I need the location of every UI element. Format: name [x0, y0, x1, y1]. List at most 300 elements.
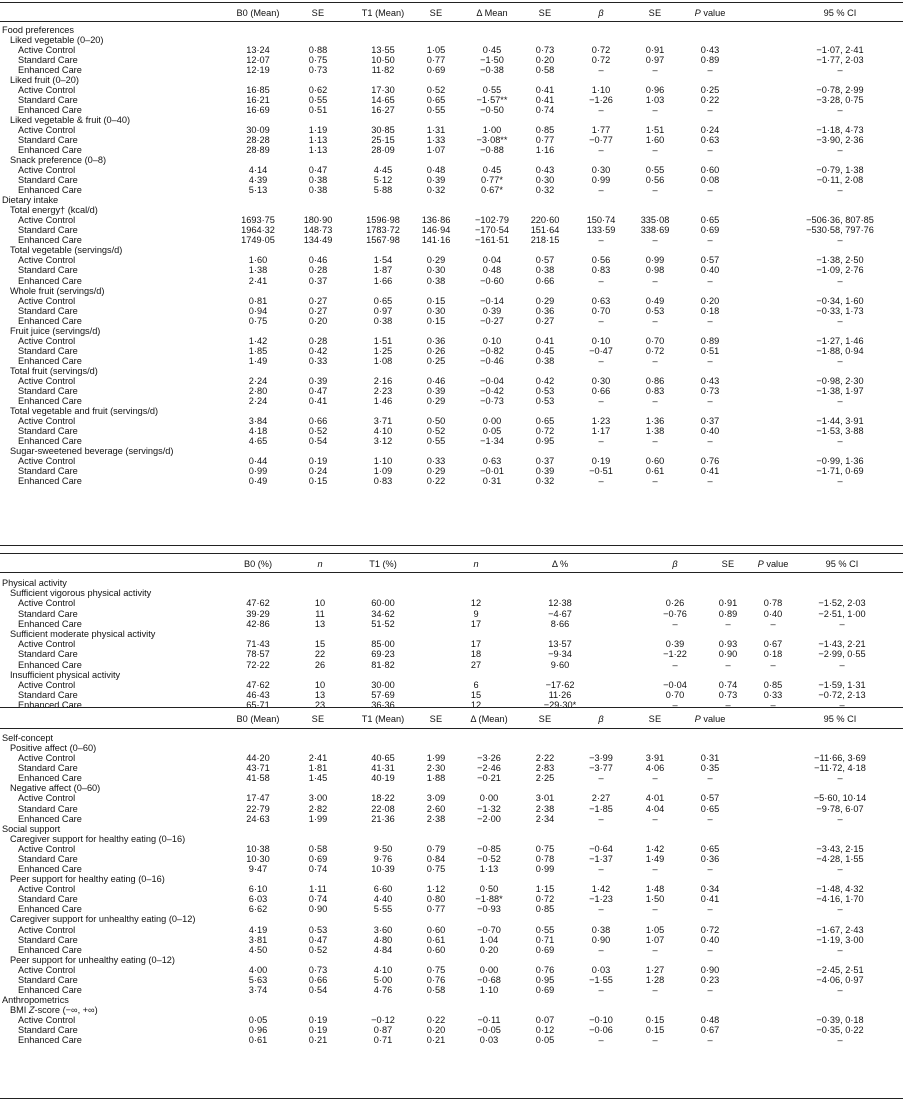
table-cell: −0·51	[589, 465, 613, 476]
table-cell: –	[839, 700, 845, 711]
table-cell: 0·56	[591, 255, 611, 266]
row-label: Active Control	[18, 843, 76, 854]
table-cell: 12·19	[246, 65, 270, 76]
table-cell: 0·00	[479, 964, 499, 975]
row-label: Self-concept	[2, 733, 54, 743]
row-label: Standard Care	[18, 225, 78, 236]
table-cell: 0·42	[535, 375, 555, 386]
table-cell: 0·65	[700, 843, 720, 854]
table-cell: −1·23	[589, 894, 613, 905]
row-label: Total vegetable (servings/d)	[10, 245, 123, 256]
table-cell: 0·39	[535, 465, 555, 476]
row-label: Enhanced Care	[18, 185, 82, 196]
table-cell: 1·85	[248, 345, 268, 356]
row-label: Caregiver support for healthy eating (0–16)	[10, 833, 186, 844]
table-cell: 0·22	[700, 95, 720, 106]
group-row	[0, 733, 903, 743]
table-cell: −0·06	[589, 1025, 613, 1036]
column-header: SE	[429, 8, 443, 18]
table-cell: 0·57	[700, 255, 720, 266]
table-cell: 180·90	[303, 215, 333, 226]
table-cell: 0·74	[308, 894, 328, 905]
table-cell: −4·06, 0·97	[816, 974, 864, 985]
table-cell: –	[837, 65, 843, 76]
table-cell: 44·20	[246, 753, 270, 764]
table-cell: 0·83	[591, 265, 611, 276]
table-cell: 0·89	[718, 608, 738, 619]
table-cell: −1·57**	[476, 95, 508, 106]
table-cell: –	[707, 773, 713, 784]
table-cell: 0·20	[308, 315, 328, 326]
column-header: n	[317, 559, 323, 569]
table-cell: 0·60	[426, 924, 446, 935]
table-cell: −2·51, 1·00	[818, 608, 866, 619]
table-cell: 39·29	[246, 608, 270, 619]
table-cell: 1596·98	[366, 215, 400, 226]
table-cell: 0·69	[700, 225, 720, 236]
table-cell: 1·49	[248, 355, 268, 366]
table-cell: 1·15	[535, 884, 555, 895]
table-cell: 0·73	[700, 385, 720, 396]
section1-bottom-rule	[0, 545, 903, 546]
table-cell: 1·17	[591, 425, 611, 436]
column-header: SE	[538, 8, 552, 18]
table-cell: –	[837, 864, 843, 875]
row-label: Enhanced Care	[18, 275, 82, 286]
table-cell: 40·19	[371, 773, 395, 784]
row-label: Enhanced Care	[18, 355, 82, 366]
table-cell: −0·93	[477, 904, 501, 915]
table-cell: 0·27	[308, 295, 328, 306]
table-row	[0, 864, 903, 874]
table-cell: 0·32	[426, 185, 446, 196]
table-cell: 0·65	[535, 415, 555, 426]
table-cell: −9·34	[548, 649, 572, 660]
table-cell: –	[707, 1035, 713, 1046]
table-cell: –	[770, 618, 776, 629]
table-cell: 1·77	[591, 125, 611, 136]
table-cell: 0·78	[535, 853, 555, 864]
column-header: P value	[694, 8, 726, 18]
subgroup-row	[0, 205, 903, 215]
table-cell: 0·61	[248, 1035, 268, 1046]
table-cell: 0·72	[591, 55, 611, 66]
table-cell: 57·69	[371, 690, 395, 701]
table-cell: –	[707, 315, 713, 326]
table-row	[0, 396, 903, 406]
table-cell: 1·45	[308, 773, 328, 784]
table-cell: −0·33, 1·73	[816, 305, 864, 316]
table-cell: 0·38	[591, 924, 611, 935]
row-label: Standard Care	[18, 608, 78, 619]
table-cell: 0·53	[645, 305, 665, 316]
table-cell: –	[598, 105, 604, 116]
row-label: Standard Care	[18, 1025, 78, 1036]
table-cell: 3·81	[248, 934, 268, 945]
table-cell: –	[652, 944, 658, 955]
table-row	[0, 175, 903, 185]
table-row	[0, 426, 903, 436]
table-cell: 23	[314, 700, 326, 711]
table-cell: 28·89	[246, 145, 270, 156]
table-cell: 0·46	[426, 375, 446, 386]
table-cell: −0·76	[663, 608, 687, 619]
table-cell: 0·76	[700, 455, 720, 466]
table-cell: 4·01	[645, 793, 665, 804]
table-cell: 15	[470, 690, 482, 701]
table-cell: 0·97	[645, 55, 665, 66]
table-cell: –	[837, 105, 843, 116]
row-label: Enhanced Care	[18, 944, 82, 955]
table-cell: 0·69	[535, 944, 555, 955]
table-cell: 0·53	[535, 395, 555, 406]
table-cell: 0·90	[718, 649, 738, 660]
table-row	[0, 945, 903, 955]
row-label: Caregiver support for unhealthy eating (0–12)	[10, 914, 196, 925]
table-cell: –	[598, 315, 604, 326]
row-label: Active Control	[18, 125, 76, 136]
table-cell: 46·43	[246, 690, 270, 701]
table-cell: −1·48, 4·32	[816, 884, 864, 895]
table-cell: 0·57	[700, 793, 720, 804]
table-cell: 0·30	[591, 165, 611, 176]
table-cell: 0·91	[645, 45, 665, 56]
table-cell: 1783·72	[366, 225, 400, 236]
table-cell: 1·10	[373, 455, 393, 466]
table-cell: −0·70	[477, 924, 501, 935]
table-cell: –	[839, 618, 845, 629]
table-cell: −102·79	[475, 215, 509, 226]
subgroup-row	[0, 366, 903, 376]
table-cell: −1·50	[480, 55, 504, 66]
table-cell: 0·15	[645, 1015, 665, 1026]
row-label: Active Control	[18, 680, 76, 690]
table-cell: −0·21	[477, 773, 501, 784]
table-cell: −0·88	[480, 145, 504, 156]
table-cell: –	[725, 618, 731, 629]
table-cell: –	[652, 315, 658, 326]
table-cell: 0·88	[308, 45, 328, 56]
table-cell: 21·36	[371, 813, 395, 824]
table-cell: 0·99	[591, 175, 611, 186]
table-cell: −1·26	[589, 95, 613, 106]
table-cell: 0·47	[308, 385, 328, 396]
table-cell: –	[598, 773, 604, 784]
table-cell: 0·24	[308, 465, 328, 476]
table-cell: 0·52	[426, 425, 446, 436]
row-label: Standard Care	[18, 305, 78, 316]
table-cell: 0·53	[308, 924, 328, 935]
table-cell: 0·75	[535, 843, 555, 854]
table-cell: 3·71	[373, 415, 393, 426]
table-cell: −0·60	[480, 275, 504, 286]
column-header: SE	[311, 8, 325, 18]
table-cell: 0·38	[535, 265, 555, 276]
table-cell: 0·25	[700, 85, 720, 96]
column-header: B0 (Mean)	[236, 8, 280, 18]
table-cell: 0·47	[308, 165, 328, 176]
table-cell: 13·55	[371, 45, 395, 56]
table-cell: 0·65	[700, 215, 720, 226]
row-label: Liked vegetable & fruit (0–40)	[10, 115, 131, 126]
table-cell: −1·19, 3·00	[816, 934, 864, 945]
table-cell: –	[598, 1035, 604, 1046]
table-cell: 0·52	[308, 425, 328, 436]
table-cell: −2·46	[477, 763, 501, 774]
table-cell: 0·63	[700, 135, 720, 146]
table-cell: 2·80	[248, 385, 268, 396]
table-cell: 0·85	[763, 680, 783, 690]
table-cell: −0·50	[480, 105, 504, 116]
table-cell: 0·66	[535, 275, 555, 286]
table-cell: −4·16, 1·70	[816, 894, 864, 905]
table-cell: 0·61	[426, 934, 446, 945]
table-cell: 4·40	[373, 894, 393, 905]
table-cell: 0·60	[426, 944, 446, 955]
table-cell: 0·03	[479, 1035, 499, 1046]
table-cell: 9·60	[550, 659, 570, 670]
table-cell: 1·07	[426, 145, 446, 156]
table-cell: 0·30	[426, 305, 446, 316]
table-cell: 0·43	[700, 375, 720, 386]
table-cell: 0·51	[308, 105, 328, 116]
table-cell: 51·52	[371, 618, 395, 629]
table-cell: −17·62	[545, 680, 575, 690]
table-cell: −1·07, 2·41	[816, 45, 864, 56]
table-cell: −4·67	[548, 608, 572, 619]
table-cell: 17	[470, 639, 482, 650]
table-cell: 85·00	[371, 639, 395, 650]
table-cell: 0·19	[308, 455, 328, 466]
table-row	[0, 1035, 903, 1045]
table-cell: 5·55	[373, 904, 393, 915]
table-cell: 220·60	[530, 215, 560, 226]
row-label: Standard Care	[18, 425, 78, 436]
table-row	[0, 105, 903, 115]
table-cell: 0·77	[426, 55, 446, 66]
table-cell: 1·36	[645, 415, 665, 426]
table-cell: 0·20	[535, 55, 555, 66]
table-cell: 0·74	[718, 680, 738, 690]
row-label: Sugar-sweetened beverage (servings/d)	[10, 445, 174, 456]
column-header: n	[473, 559, 479, 569]
row-label: Active Control	[18, 45, 76, 56]
table-cell: 71·43	[246, 639, 270, 650]
table-row	[0, 185, 903, 195]
table-cell: 0·27	[308, 305, 328, 316]
subgroup-row	[0, 955, 903, 965]
table-cell: 1·25	[373, 345, 393, 356]
table-cell: –	[652, 275, 658, 286]
table-cell: 0·36	[700, 853, 720, 864]
table-cell: –	[770, 659, 776, 670]
table-cell: 1·13	[308, 135, 328, 146]
column-header: 95 % CI	[823, 714, 857, 724]
table-cell: 16·21	[246, 95, 270, 106]
table-cell: 0·71	[373, 1035, 393, 1046]
table-cell: –	[652, 773, 658, 784]
table-cell: 2·16	[373, 375, 393, 386]
row-label: Standard Care	[18, 763, 78, 774]
table-cell: 0·40	[700, 934, 720, 945]
table-cell: –	[837, 395, 843, 406]
table-row	[0, 95, 903, 105]
row-label: Insufficient physical activity	[10, 669, 121, 680]
table-cell: 0·49	[645, 295, 665, 306]
table-cell: 3·60	[373, 924, 393, 935]
table-cell: –	[837, 275, 843, 286]
table-cell: 2·25	[535, 773, 555, 784]
table-cell: −3·77	[589, 763, 613, 774]
section2-header-rule	[0, 572, 903, 573]
table-cell: −0·85	[477, 843, 501, 854]
table-cell: –	[837, 355, 843, 366]
table-cell: 1·42	[645, 843, 665, 854]
column-header: T1 (%)	[369, 559, 397, 569]
table-cell: 4·76	[373, 985, 393, 995]
table-row	[0, 65, 903, 75]
table-cell: 4·18	[248, 425, 268, 436]
table-cell: 16·27	[371, 105, 395, 116]
table-cell: 136·86	[421, 215, 451, 226]
table-cell: 0·38	[535, 355, 555, 366]
table-row	[0, 1015, 903, 1025]
table-cell: 26	[314, 659, 326, 670]
row-label: Active Control	[18, 255, 76, 266]
table-cell: −0·34, 1·60	[816, 295, 864, 306]
table-cell: 0·63	[591, 295, 611, 306]
table-cell: –	[598, 435, 604, 446]
table-cell: 0·31	[482, 475, 502, 486]
table-cell: 0·46	[308, 255, 328, 266]
table-cell: 0·30	[535, 175, 555, 186]
table-cell: 0·90	[308, 904, 328, 915]
row-label: Active Control	[18, 455, 76, 466]
table-cell: 2·34	[535, 813, 555, 824]
table-cell: –	[707, 275, 713, 286]
row-label: Whole fruit (servings/d)	[10, 285, 105, 296]
table-cell: 0·38	[308, 185, 328, 196]
table-cell: −0·39, 0·18	[816, 1015, 864, 1026]
table-cell: –	[652, 864, 658, 875]
table-cell: 1·60	[645, 135, 665, 146]
table-row	[0, 884, 903, 894]
table-cell: 34·62	[371, 608, 395, 619]
table-cell: −1·52, 2·03	[818, 598, 866, 609]
table-cell: 0·90	[591, 934, 611, 945]
table-cell: 1·11	[309, 884, 327, 895]
table-cell: 0·48	[482, 265, 502, 276]
section3-header-rule	[0, 728, 903, 729]
table-cell: –	[725, 659, 731, 670]
table-cell: 0·29	[426, 465, 446, 476]
table-row	[0, 1025, 903, 1035]
table-cell: 0·29	[426, 255, 446, 266]
table-cell: –	[672, 618, 678, 629]
table-cell: 0·27	[535, 315, 555, 326]
subgroup-row	[0, 115, 903, 125]
table-cell: 0·55	[426, 435, 446, 446]
table-row	[0, 773, 903, 783]
table-cell: –	[707, 395, 713, 406]
table-cell: 1·12	[426, 884, 446, 895]
table-cell: 0·39	[482, 305, 502, 316]
group-row	[0, 578, 903, 588]
subgroup-row	[0, 155, 903, 165]
row-label: Active Control	[18, 639, 76, 650]
table-cell: –	[707, 864, 713, 875]
table-cell: 1749·05	[241, 235, 275, 246]
table-cell: 18	[470, 649, 482, 660]
table-cell: 0·19	[308, 1025, 328, 1036]
table-cell: 2·41	[308, 753, 328, 764]
column-header: SE	[538, 714, 552, 724]
row-label: Active Control	[18, 415, 76, 426]
table-cell: −506·36, 807·85	[806, 215, 874, 226]
table-cell: 0·48	[700, 1015, 720, 1026]
table-cell: 65·71	[246, 700, 270, 711]
table-cell: –	[770, 700, 776, 711]
table-cell: 11·26	[548, 690, 572, 701]
table-cell: –	[652, 1035, 658, 1046]
table-cell: 4·04	[645, 803, 665, 814]
table-row	[0, 145, 903, 155]
table-cell: 0·65	[700, 803, 720, 814]
column-header: B0 (%)	[243, 559, 273, 569]
row-label: Standard Care	[18, 135, 78, 146]
table-cell: 0·95	[535, 974, 555, 985]
table-row	[0, 416, 903, 426]
table-cell: –	[652, 435, 658, 446]
table-cell: 0·84	[426, 853, 446, 864]
group-row	[0, 824, 903, 834]
table-cell: −0·79, 1·38	[816, 165, 864, 176]
table-cell: −0·47	[589, 345, 613, 356]
table-row	[0, 660, 903, 670]
table-cell: −1·67, 2·43	[816, 924, 864, 935]
table-cell: 0·34	[700, 884, 720, 895]
table-cell: −1·59, 1·31	[818, 680, 866, 690]
table-cell: 0·62	[308, 85, 328, 96]
table-cell: −0·98, 2·30	[816, 375, 864, 386]
table-cell: −0·73	[480, 395, 504, 406]
row-label: Negative affect (0–60)	[10, 783, 101, 794]
table-cell: 0·76	[535, 964, 555, 975]
row-label: Physical activity	[2, 578, 67, 588]
table-cell: 0·45	[535, 345, 555, 356]
table-cell: 11·82	[371, 65, 395, 76]
table-cell: 6·03	[248, 894, 268, 905]
row-label: Fruit juice (servings/d)	[10, 325, 101, 336]
table-cell: 0·53	[535, 385, 555, 396]
table-cell: –	[598, 864, 604, 875]
group-row	[0, 195, 903, 205]
row-label: Peer support for unhealthy eating (0–12)	[10, 954, 175, 965]
table-row	[0, 386, 903, 396]
table-cell: −29·30*	[543, 700, 577, 711]
table-row	[0, 456, 903, 466]
table-cell: −0·38	[480, 65, 504, 76]
table-row	[0, 476, 903, 486]
subgroup-row	[0, 834, 903, 844]
table-cell: 0·33	[426, 455, 446, 466]
table-cell: 0·60	[645, 455, 665, 466]
table-cell: 22·08	[371, 803, 395, 814]
table-row	[0, 975, 903, 985]
subgroup-row	[0, 35, 903, 45]
table-cell: 10·30	[246, 853, 270, 864]
row-label: Active Control	[18, 753, 76, 764]
